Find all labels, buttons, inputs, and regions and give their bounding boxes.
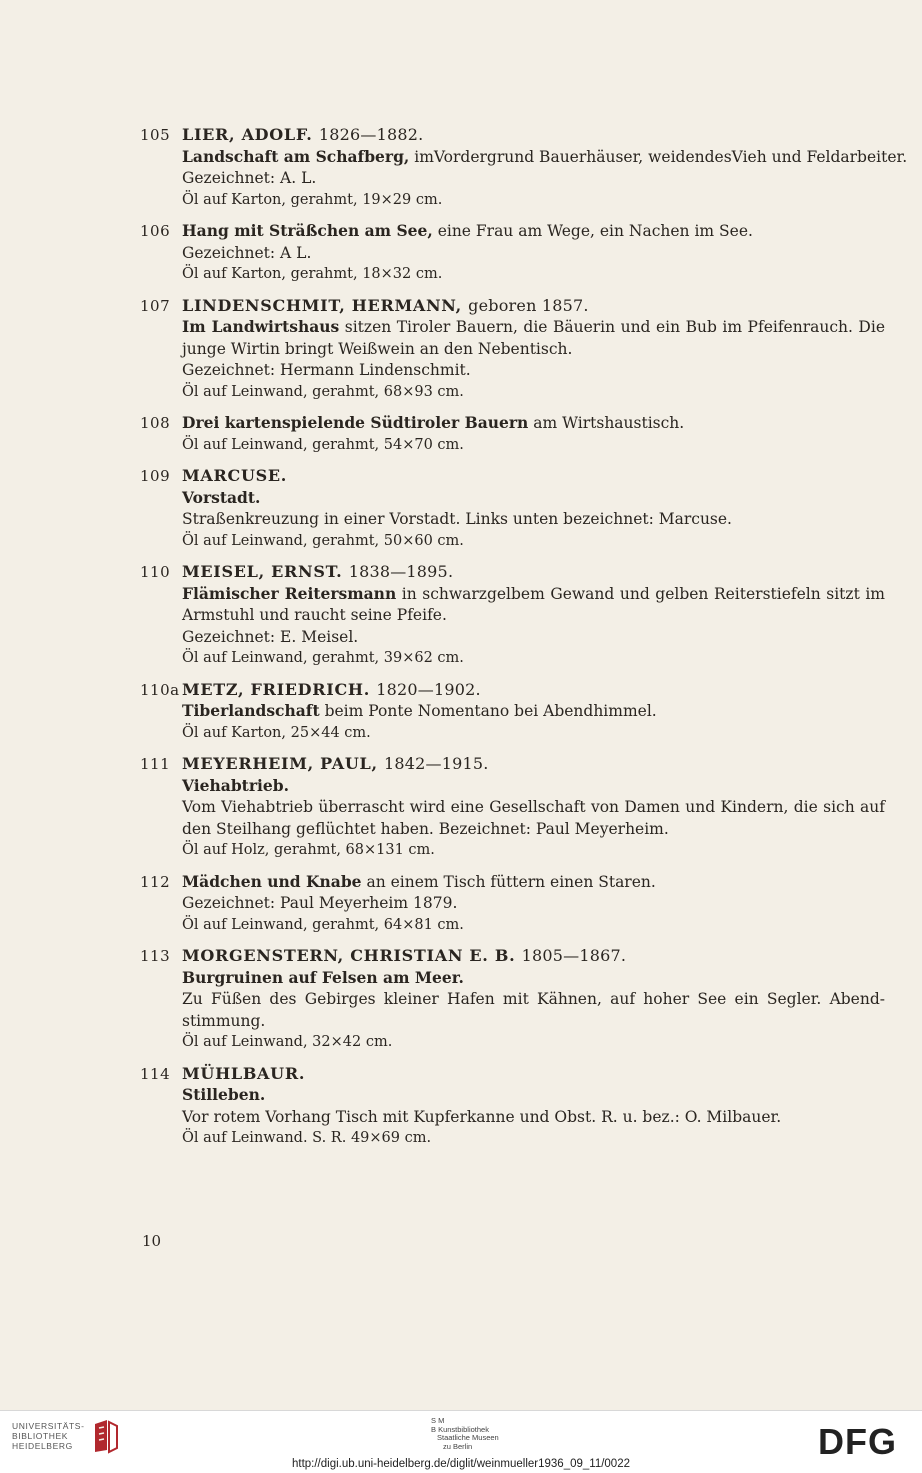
entry-number: 108 bbox=[140, 414, 171, 432]
artwork-title-text: Landschaft am Schafberg, bbox=[182, 146, 410, 166]
artist-dates: 1820—1902. bbox=[376, 679, 481, 699]
page-number: 10 bbox=[142, 1232, 162, 1250]
artist-name-text: METZ, FRIEDRICH. bbox=[182, 679, 370, 699]
artist-name-text: LIER, ADOLF. bbox=[182, 125, 313, 144]
artist-name-text: MEISEL, ERNST. bbox=[182, 562, 343, 581]
description-line: Drei kartenspielende Südtiroler Bauern am Wirtshaustisch. bbox=[182, 413, 685, 432]
artwork-title bbox=[182, 1084, 885, 1107]
medium-dimensions: Öl auf Karton, 25×44 cm. bbox=[182, 724, 371, 741]
artist-name bbox=[182, 561, 885, 583]
entry-number: 105 bbox=[140, 126, 171, 144]
artist-name-text: LINDENSCHMIT, HERMANN, bbox=[182, 295, 462, 315]
entry-number: 109 bbox=[140, 467, 171, 485]
entry-body bbox=[182, 1063, 885, 1150]
university-emblem-icon bbox=[91, 1418, 121, 1454]
description-line: Vom Viehabtrieb überrascht wird eine Gesellschaft von Damen und Kindern, die sich auf den Steilhang geflüchtet haben. Bezeichnet: Paul Meyerheim. bbox=[182, 798, 885, 838]
entry-body bbox=[182, 465, 885, 552]
catalog-entry-109 bbox=[140, 465, 885, 552]
artist-name bbox=[182, 753, 885, 775]
artist-name bbox=[182, 679, 885, 701]
smb-kunstbibliothek-logo[interactable]: S M B Kunstbibliothek Staatliche Museen zu Berlin bbox=[431, 1416, 499, 1451]
artist-dates: 1838—1895. bbox=[348, 562, 454, 581]
artwork-title-text: Im Landwirtshaus bbox=[182, 317, 340, 336]
entry-number: 111 bbox=[140, 755, 171, 773]
entry-body bbox=[182, 295, 885, 404]
artwork-title bbox=[182, 967, 885, 990]
artist-dates: geboren 1857. bbox=[468, 295, 589, 315]
artist-name bbox=[182, 1063, 885, 1085]
medium-dimensions: Öl auf Leinwand, gerahmt, 54×70 cm. bbox=[182, 436, 464, 453]
artist-name-text: MÜHLBAUR. bbox=[182, 1063, 306, 1083]
entry-body bbox=[182, 561, 885, 670]
artist-name-text: MEYERHEIM, PAUL, bbox=[182, 754, 378, 773]
entry-number: 112 bbox=[140, 872, 171, 891]
artwork-title bbox=[182, 775, 885, 798]
description-line: Gezeichnet: E. Meisel. bbox=[182, 627, 359, 646]
description-line: Zu Füßen des Gebirges kleiner Hafen mit Kähnen, auf hoher See ein Segler. Abend-stimmung. bbox=[182, 990, 885, 1030]
medium-dimensions: Öl auf Leinwand, gerahmt, 68×93 cm. bbox=[182, 383, 464, 400]
medium-dimensions: Öl auf Leinwand, gerahmt, 39×62 cm. bbox=[182, 650, 464, 666]
entry-number: 106 bbox=[140, 222, 171, 240]
medium-dimensions: Öl auf Leinwand. S. R. 49×69 cm. bbox=[182, 1130, 432, 1146]
artist-dates: 1805—1867. bbox=[521, 946, 627, 965]
viewer-footer bbox=[0, 1410, 922, 1473]
description-line: Hang mit Sträßchen am See, eine Frau am Wege, ein Nachen im See. bbox=[182, 221, 753, 240]
artist-dates: 1826—1882. bbox=[318, 125, 424, 144]
entry-number: 107 bbox=[140, 296, 171, 315]
description-line: Vor rotem Vorhang Tisch mit Kupferkanne und Obst. R. u. bez.: O. Milbauer. bbox=[182, 1107, 782, 1126]
entry-body bbox=[182, 679, 885, 745]
description-line: Gezeichnet: Hermann Lindenschmit. bbox=[182, 361, 471, 379]
artwork-title-text: Drei kartenspielende Südtiroler Bauern bbox=[182, 413, 529, 432]
description-line: Mädchen und Knabe an einem Tisch füttern einen Staren. bbox=[182, 871, 656, 891]
medium-dimensions: Öl auf Leinwand, gerahmt, 64×81 cm. bbox=[182, 916, 464, 933]
artwork-title-text: Viehabtrieb. bbox=[182, 775, 289, 795]
artist-name bbox=[182, 465, 885, 487]
catalog-entry-110 bbox=[140, 561, 885, 670]
artist-name-text: MARCUSE. bbox=[182, 466, 288, 485]
catalog-entry-111 bbox=[140, 753, 885, 862]
catalog-entry-113 bbox=[140, 945, 885, 1054]
artwork-title-text: Flämischer Reitersmann bbox=[182, 583, 397, 603]
artwork-title-text: Hang mit Sträßchen am See, bbox=[182, 221, 433, 240]
description-line: Landschaft am Schafberg, imVordergrund Bauerhäuser, weidendesVieh und Feldarbeiter. bbox=[182, 146, 908, 166]
medium-dimensions: Öl auf Holz, gerahmt, 68×131 cm. bbox=[182, 842, 435, 858]
description-line: Straßenkreuzung in einer Vorstadt. Links unten bezeichnet: Marcuse. bbox=[182, 510, 732, 528]
catalog-entry-106 bbox=[140, 220, 885, 286]
medium-dimensions: Öl auf Karton, gerahmt, 19×29 cm. bbox=[182, 191, 443, 208]
medium-dimensions: Öl auf Leinwand, gerahmt, 50×60 cm. bbox=[182, 532, 464, 549]
dfg-logo[interactable]: DFG bbox=[818, 1421, 897, 1462]
entry-body bbox=[182, 412, 885, 456]
artwork-title-text: Stilleben. bbox=[182, 1085, 266, 1104]
entry-body bbox=[182, 753, 885, 862]
catalog-entry-108 bbox=[140, 412, 885, 456]
artwork-title-text: Vorstadt. bbox=[182, 487, 261, 507]
artwork-title-text: Mädchen und Knabe bbox=[182, 871, 362, 891]
description-line: Gezeichnet: Paul Meyerheim 1879. bbox=[182, 894, 458, 912]
artwork-title bbox=[182, 487, 885, 510]
artist-name bbox=[182, 945, 885, 967]
entry-body bbox=[182, 220, 885, 286]
catalog-entry-110a bbox=[140, 679, 885, 745]
entry-number: 110a bbox=[140, 680, 180, 699]
medium-dimensions: Öl auf Karton, gerahmt, 18×32 cm. bbox=[182, 266, 443, 282]
entry-number: 113 bbox=[140, 947, 171, 965]
entry-number: 114 bbox=[140, 1064, 171, 1083]
entry-number: 110 bbox=[140, 563, 171, 581]
description-line: Gezeichnet: A L. bbox=[182, 243, 312, 262]
description-line: Im Landwirtshaus sitzen Tiroler Bauern, die Bäuerin und ein Bub im Pfeifenrauch. Die junge Wirtin bringt Weißwein an den Nebentisch. bbox=[182, 317, 885, 358]
description-line: Gezeichnet: A. L. bbox=[182, 169, 317, 187]
medium-dimensions: Öl auf Leinwand, 32×42 cm. bbox=[182, 1034, 393, 1050]
artist-dates: 1842—1915. bbox=[384, 754, 489, 773]
catalog-entry-107 bbox=[140, 295, 885, 404]
description-line: Tiberlandschaft beim Ponte Nomentano bei Abendhimmel. bbox=[182, 701, 657, 720]
artist-name-text: MORGENSTERN, CHRISTIAN E. B. bbox=[182, 946, 516, 965]
university-library-name: UNIVERSITÄTS- BIBLIOTHEK HEIDELBERG bbox=[12, 1421, 85, 1451]
entry-body bbox=[182, 945, 885, 1054]
artwork-title-text: Burgruinen auf Felsen am Meer. bbox=[182, 967, 464, 987]
permalink-url[interactable]: http://digi.ub.uni-heidelberg.de/diglit/weinmueller1936_09_11/0022 bbox=[291, 1458, 630, 1470]
entry-body bbox=[182, 871, 885, 937]
catalog-entries bbox=[140, 124, 908, 1159]
catalog-entry-105 bbox=[140, 124, 908, 211]
artist-name bbox=[182, 295, 885, 317]
artwork-title-text: Tiberlandschaft bbox=[182, 701, 320, 720]
description-line: Flämischer Reitersmann in schwarzgelbem Gewand und gelben Reiterstiefeln sitzt im Armstuhl und raucht seine Pfeife. bbox=[182, 583, 886, 624]
university-library-logo[interactable] bbox=[12, 1418, 121, 1454]
catalog-entry-112 bbox=[140, 871, 885, 937]
catalog-entry-114 bbox=[140, 1063, 885, 1150]
entry-body bbox=[182, 124, 908, 211]
artist-name bbox=[182, 124, 885, 146]
